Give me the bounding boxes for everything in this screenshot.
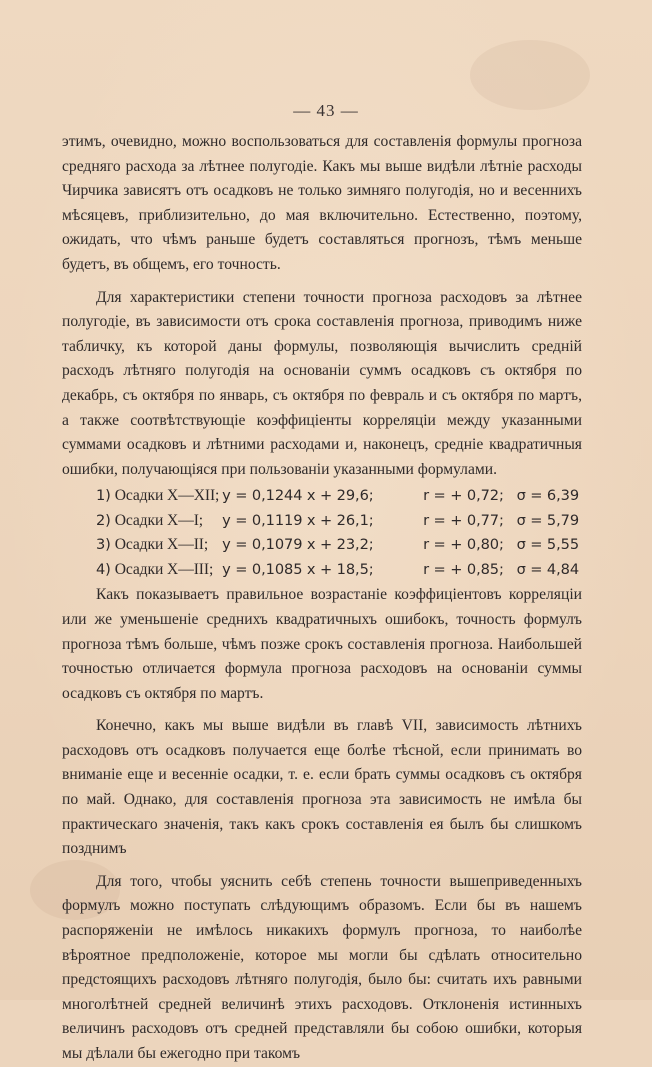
formula-sigma: σ = 5,79 [516,511,580,529]
formula-equation: y = 0,1085 x + 18,5; [222,560,374,578]
formula-number: 3) [96,536,111,554]
paragraph-2: Для характеристики степени точности прогноза расходовъ за лѣтнее полугодіе, въ зависимости отъ срока составленія прогноза, приводимъ ниже табличку, къ которой даны формулы, позволяющія вычислить средній расходъ лѣтняго полугодія на основаніи суммъ осадковъ съ октября по декабрь, съ октября по январь, съ октября по февраль и съ октября по мартъ, а также соотвѣтствующіе коэффиціенты корреляціи между указанными суммами осадковъ и лѣтними расходами и, наконецъ, средніе квадратичныя ошибки, получающіяся при пользованіи указанными формулами. [62,288,582,478]
formula-label: Осадки X—XII; [114,487,220,505]
formula-list [62,484,582,582]
paragraph-1: этимъ, очевидно, можно воспользоваться для составленія формулы прогноза средняго расхода за лѣтнее полугодіе. Какъ мы выше видѣли лѣтніе расходы Чирчика зависятъ отъ осадковъ не только зимняго полугодія, но и весеннихъ мѣсяцевъ, приблизительно, до мая включительно. Естественно, поэтому, ожидать, что чѣмъ раньше будетъ составляться прогнозъ, тѣмъ меньше будетъ, въ общемъ, его точность. [62,133,582,273]
formula-correlation: r = + 0,77; [423,511,504,529]
formula-label: Осадки X—I; [114,511,204,529]
formula-equation: y = 0,1079 x + 23,2; [222,536,374,554]
paragraph-3: Какъ показываетъ правильное возрастаніе коэффиціентовъ корреляціи или же уменьшеніе среднихъ квадратичныхъ ошибокъ, точность формулъ прогноза тѣмъ больше, чѣмъ позже срокъ составленія прогноза. Наибольшей точностью отличается формула прогноза расходовъ на основаніи суммы осадковъ съ октября по мартъ. [62,586,582,702]
formula-row [96,533,582,558]
formula-correlation: r = + 0,85; [423,560,504,578]
formula-sigma: σ = 4,84 [516,560,580,578]
paragraph-5: Для того, чтобы уяснить себѣ степень точности вышеприведенныхъ формулъ можно поступать слѣдующимъ образомъ. Если бы въ нашемъ распоряженіи не имѣлось никакихъ формулъ прогноза, то наиболѣе вѣроятное предположеніе, которое мы могли бы сдѣлать относительно предстоящихъ расходовъ лѣтняго полугодія, было бы: считать ихъ равными многолѣтней средней величинѣ этихъ расходовъ. Отклоненія истинныхъ величинъ расходовъ отъ средней представляли бы собою ошибки, которыя мы дѣлали бы ежегодно при такомъ [62,872,582,1062]
formula-label: Осадки X—III; [114,560,214,578]
page-number: — 43 — [293,101,359,120]
paragraph-4: Конечно, какъ мы выше видѣли въ главѣ VII, зависимость лѣтнихъ расходовъ отъ осадковъ получается еще болѣе тѣсной, если принимать во вниманіе еще и весенніе осадки, т. е. если брать суммы осадковъ съ октября по май. Однако, для составленія прогноза эта зависимость не имѣла бы практическаго значенія, такъ какъ срокъ составленія ея былъ бы слишкомъ позднимъ [62,717,582,858]
formula-equation: y = 0,1119 x + 26,1; [222,511,374,529]
formula-row [96,558,582,583]
formula-number: 4) [96,560,111,578]
formula-row [96,509,582,534]
paper-stain [470,40,590,110]
formula-equation: y = 0,1244 x + 29,6; [222,487,374,505]
formula-number: 2) [96,511,111,529]
formula-number: 1) [96,487,111,505]
formula-sigma: σ = 5,55 [516,536,580,554]
formula-row [96,484,582,509]
formula-label: Осадки X—II; [114,536,209,554]
body-text [62,130,582,1067]
formula-sigma: σ = 6,39 [516,487,580,505]
formula-correlation: r = + 0,72; [423,487,504,505]
formula-correlation: r = + 0,80; [423,536,504,554]
